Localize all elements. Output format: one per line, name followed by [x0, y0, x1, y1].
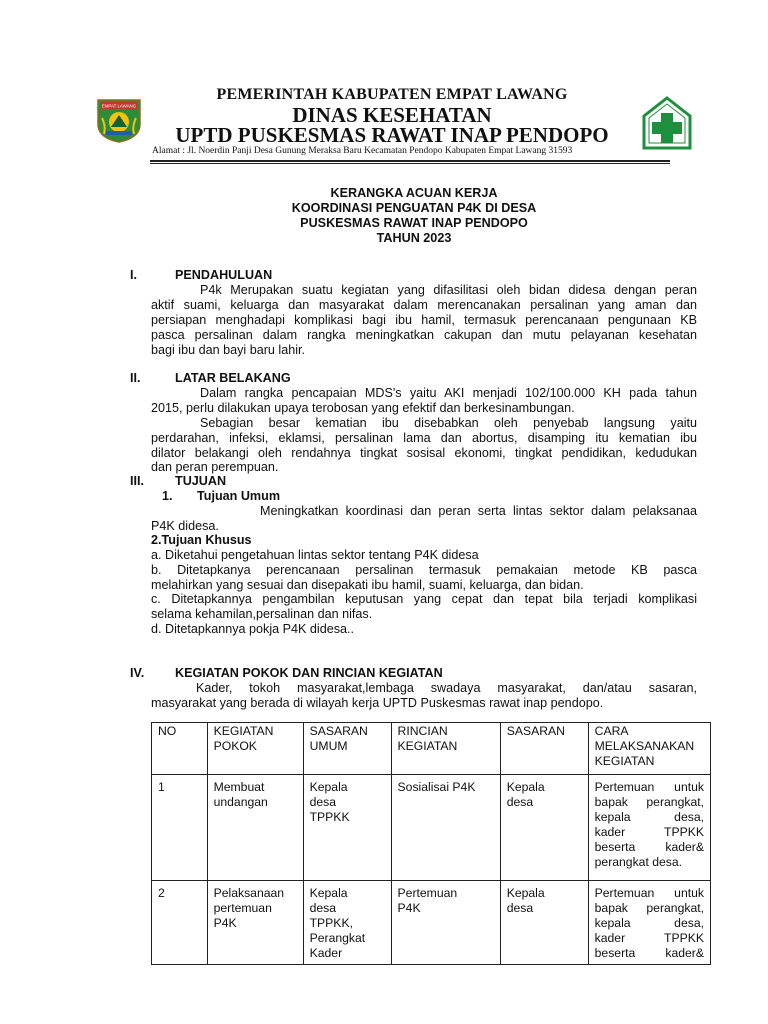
section-4-number: IV. — [130, 666, 145, 680]
letterhead-rule-thin — [150, 163, 670, 164]
section-3-sub-1-number: 1. — [162, 489, 173, 503]
section-3-item-b-line-2: melahirkan yang sesuai dan disepakati ibu hamil, suami, keluarga, dan bidan. — [151, 578, 584, 592]
section-2-para-b-line-1: Sebagian besar kematian ibu disebabkan oleh penyebab langsung yaitu — [200, 416, 697, 430]
section-2-number: II. — [130, 371, 141, 385]
title-line-4: TAHUN 2023 — [376, 231, 452, 245]
row-2-no: 2 — [152, 881, 208, 965]
section-3-item-d: d. Ditetapkannya pokja P4K didesa.. — [151, 622, 355, 636]
section-1-line-5: bagi ibu dan bayi baru lahir. — [151, 343, 306, 357]
kop-address: Alamat : Jl. Noerdin Panji Desa Gunung Meraksa Baru Kecamatan Pendopo Kabupaten Empat Lawang 31593 — [152, 146, 573, 156]
section-2-para-a-line-2: 2015, perlu dilakukan upaya terobosan yang efektif dan berkesinambungan. — [151, 401, 575, 415]
activity-table — [151, 722, 711, 965]
header-sasaran: SASARAN — [500, 723, 588, 775]
section-3-item-c-line-1: c. Ditetapkannya pengambilan keputusan yang cepat dan tepat bila terjadi komplikasi — [151, 592, 697, 606]
row-2-sasaran-umum: Kepala desa TPPKK, Perangkat Kader — [303, 881, 391, 965]
row-1-sasaran: Kepala desa — [500, 775, 588, 881]
row-1-rincian: Sosialisai P4K — [391, 775, 500, 881]
header-cara-melaksanakan: CARA MELAKSANAKAN KEGIATAN — [588, 723, 710, 775]
section-3-number: III. — [130, 474, 144, 488]
letterhead-rule-thick — [150, 160, 670, 162]
section-3-general-line-1: Meningkatkan koordinasi dan peran serta lintas sektor dalam pelaksanaa — [260, 504, 697, 518]
section-3-sub-2-heading: 2.Tujuan Khusus — [151, 533, 252, 547]
section-3-item-a: a. Diketahui pengetahuan lintas sektor tentang P4K didesa — [151, 548, 479, 562]
section-1-line-1: P4k Merupakan suatu kegiatan yang difasilitasi oleh bidan didesa dengan peran — [200, 283, 697, 297]
header-sasaran-umum: SASARAN UMUM — [303, 723, 391, 775]
section-3-item-c-line-2: selama kehamilan,persalinan dan nifas. — [151, 607, 373, 621]
logo-left-label: EMPAT LAWANG — [101, 103, 137, 109]
section-2-para-b-line-4: dan peran perempuan. — [151, 460, 279, 474]
title-line-1: KERANGKA ACUAN KERJA — [330, 186, 498, 200]
document-title — [150, 186, 678, 246]
header-no: NO — [152, 723, 208, 775]
section-3-heading: TUJUAN — [175, 474, 227, 488]
kop-unit-title: UPTD PUSKESMAS RAWAT INAP PENDOPO — [175, 123, 609, 147]
row-2-rincian: Pertemuan P4K — [391, 881, 500, 965]
letterhead — [90, 84, 698, 164]
table-header-row — [152, 723, 711, 775]
header-kegiatan-pokok: KEGIATAN POKOK — [207, 723, 303, 775]
header-rincian-kegiatan: RINCIAN KEGIATAN — [391, 723, 500, 775]
row-1-no: 1 — [152, 775, 208, 881]
section-2-para-b-line-3: dilator belakangi oleh rendahnya tingkat sosisal ekonomi, tingkat pendidikan, kedudukan — [151, 446, 697, 460]
section-2-para-b-line-2: perdarahan, infeksi, eklamsi, persalinan lama dan abortus, disamping itu kematian ibu — [151, 431, 697, 445]
row-2-sasaran: Kepala desa — [500, 881, 588, 965]
table-row — [152, 881, 711, 965]
section-3-item-b-line-1: b. Ditetapkanya perencanaan persalinan termasuk pemakaian metode KB pasca — [151, 563, 697, 577]
section-1-line-3: persiapan menghadapi komplikasi bagi ibu hamil, termasuk perencanaan pengunaan KB — [151, 313, 697, 327]
section-1-heading: PENDAHULUAN — [175, 268, 273, 282]
row-1-kegiatan: Membuat undangan — [207, 775, 303, 881]
kop-agency-title: DINAS KESEHATAN — [292, 103, 492, 127]
section-3-general-line-2: P4K didesa. — [151, 519, 219, 533]
section-2-heading: LATAR BELAKANG — [175, 371, 291, 385]
section-1-line-4: pasca persalinan dalam rangka meningkatkan cakupan dan mutu pelayanan kesehatan — [151, 328, 697, 342]
section-4-heading: KEGIATAN POKOK DAN RINCIAN KEGIATAN — [175, 666, 443, 680]
section-3-sub-1-heading: Tujuan Umum — [197, 489, 281, 503]
section-4-line-2: masyarakat yang berada di wilayah kerja UPTD Puskesmas rawat inap pendopo. — [151, 696, 604, 710]
title-line-2: KOORDINASI PENGUATAN P4K DI DESA — [291, 201, 537, 215]
row-1-cara: Pertemuan untuk bapak perangkat, kepala desa, kader TPPKK beserta kader& perangkat desa. — [588, 775, 710, 881]
kop-government-title: PEMERINTAH KABUPATEN EMPAT LAWANG — [216, 86, 568, 103]
section-4-line-1: Kader, tokoh masyarakat,lembaga swadaya masyarakat, dan/atau sasaran, — [196, 681, 697, 695]
title-line-3: PUSKESMAS RAWAT INAP PENDOPO — [300, 216, 528, 230]
row-2-cara: Pertemuan untuk bapak perangkat, kepala desa, kader TPPKK beserta kader& — [588, 881, 710, 965]
row-1-sasaran-umum: Kepala desa TPPKK — [303, 775, 391, 881]
section-1-number: I. — [130, 268, 137, 282]
row-2-kegiatan: Pelaksanaan pertemuan P4K — [207, 881, 303, 965]
section-2-para-a-line-1: Dalam rangka pencapaian MDS's yaitu AKI menjadi 102/100.000 KH pada tahun — [200, 386, 697, 400]
section-1-line-2: aktif suami, keluarga dan masyarakat dalam merencanakan persalinan yang aman dan — [151, 298, 697, 312]
table-row — [152, 775, 711, 881]
